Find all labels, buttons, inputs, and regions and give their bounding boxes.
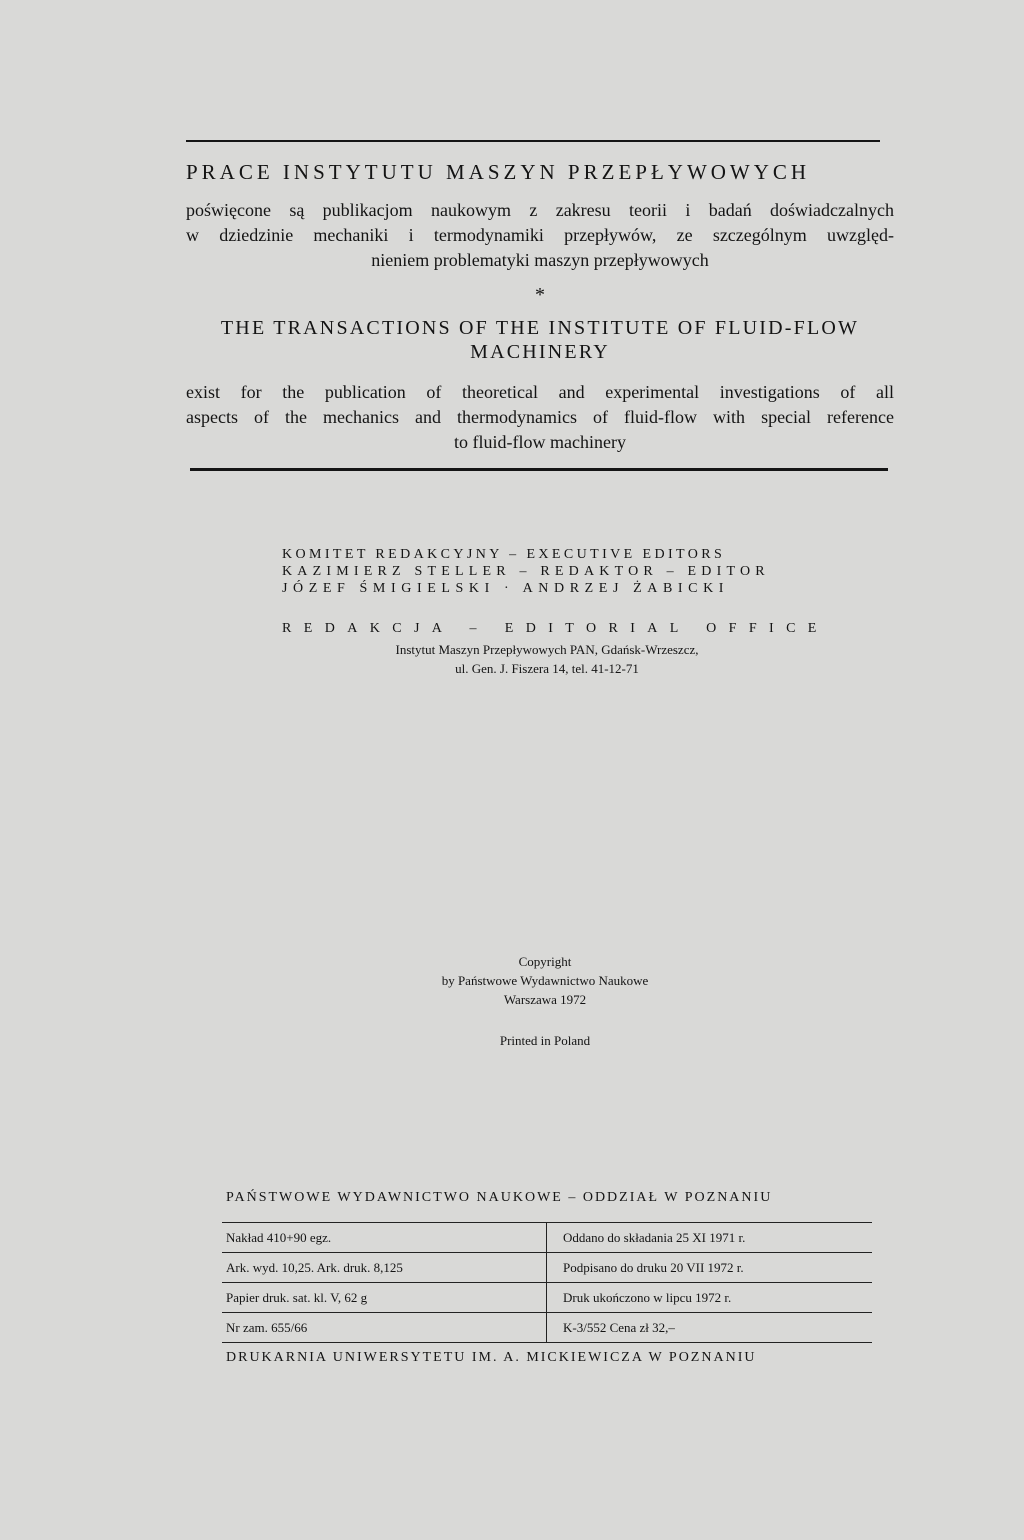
imprint-table — [222, 1222, 872, 1343]
imprint-bottom-rule — [222, 1342, 872, 1343]
committee-members: JÓZEF ŚMIGIELSKI · ANDRZEJ ŻABICKI — [282, 581, 730, 596]
copyright-line3: Warszawa 1972 — [503, 992, 587, 1007]
printed-in: Printed in Poland — [499, 1033, 591, 1048]
address-line1: Instytut Maszyn Przepływowych PAN, Gdańsk-Wrzeszcz, — [395, 642, 699, 657]
editorial-office-label: REDAKCJA – EDITORIAL OFFICE — [282, 621, 829, 636]
copyright-line1: Copyright — [518, 954, 572, 969]
imprint-cell-right: Druk ukończono w lipcu 1972 r. — [563, 1289, 732, 1305]
imprint-row — [222, 1283, 872, 1312]
description-english — [186, 380, 894, 455]
imprint-cell-right: K-3/552 Cena zł 32,– — [563, 1319, 675, 1335]
imprint-row — [222, 1223, 872, 1252]
imprint-cell-left: Papier druk. sat. kl. V, 62 g — [222, 1283, 547, 1312]
header-bottom-rule — [190, 468, 888, 471]
separator-asterisk: * — [535, 284, 545, 306]
imprint-cell-left: Nr zam. 655/66 — [222, 1313, 547, 1342]
journal-title-english-line1: THE TRANSACTIONS OF THE INSTITUTE OF FLUID-FLOW — [220, 317, 860, 339]
description-polish-line3: nieniem problematyki maszyn przepływowych — [371, 250, 709, 270]
journal-title-english — [186, 316, 894, 364]
journal-title-polish: PRACE INSTYTUTU MASZYN PRZEPŁYWOWYCH — [186, 160, 811, 184]
imprint-row — [222, 1313, 872, 1342]
editorial-address — [282, 640, 812, 678]
copyright-block — [340, 952, 750, 1009]
address-line2: ul. Gen. J. Fiszera 14, tel. 41-12-71 — [455, 661, 639, 676]
imprint-row — [222, 1253, 872, 1282]
imprint-cell-right: Podpisano do druku 20 VII 1972 r. — [563, 1259, 744, 1275]
committee-heading: KOMITET REDAKCYJNY – EXECUTIVE EDITORS — [282, 547, 726, 562]
description-polish-line1: poświęcone są publikacjom naukowym z zakresu teorii i badań doświadczalnych — [186, 200, 894, 220]
publisher-line: PAŃSTWOWE WYDAWNICTWO NAUKOWE – ODDZIAŁ W POZNANIU — [226, 1190, 773, 1205]
journal-title-english-line2: MACHINERY — [470, 341, 610, 363]
top-rule — [186, 140, 880, 142]
description-polish-line2: w dziedzinie mechaniki i termodynamiki przepływów, ze szczególnym uwzględ- — [186, 225, 894, 245]
copyright-line2: by Państwowe Wydawnictwo Naukowe — [441, 973, 649, 988]
imprint-cell-left: Nakład 410+90 egz. — [222, 1223, 547, 1252]
description-english-line2: aspects of the mechanics and thermodynamics of fluid-flow with special reference — [186, 407, 894, 427]
chief-editor: KAZIMIERZ STELLER – REDAKTOR – EDITOR — [282, 564, 770, 579]
description-english-line1: exist for the publication of theoretical and experimental investigations of all — [186, 382, 894, 402]
description-polish — [186, 198, 894, 273]
printer-line: DRUKARNIA UNIWERSYTETU IM. A. MICKIEWICZA W POZNANIU — [226, 1350, 757, 1365]
editorial-office-heading — [282, 620, 829, 637]
imprint-cell-right: Oddano do składania 25 XI 1971 r. — [563, 1229, 746, 1245]
imprint-cell-left: Ark. wyd. 10,25. Ark. druk. 8,125 — [222, 1253, 547, 1282]
description-english-line3: to fluid-flow machinery — [454, 432, 626, 452]
editorial-committee — [282, 546, 812, 597]
